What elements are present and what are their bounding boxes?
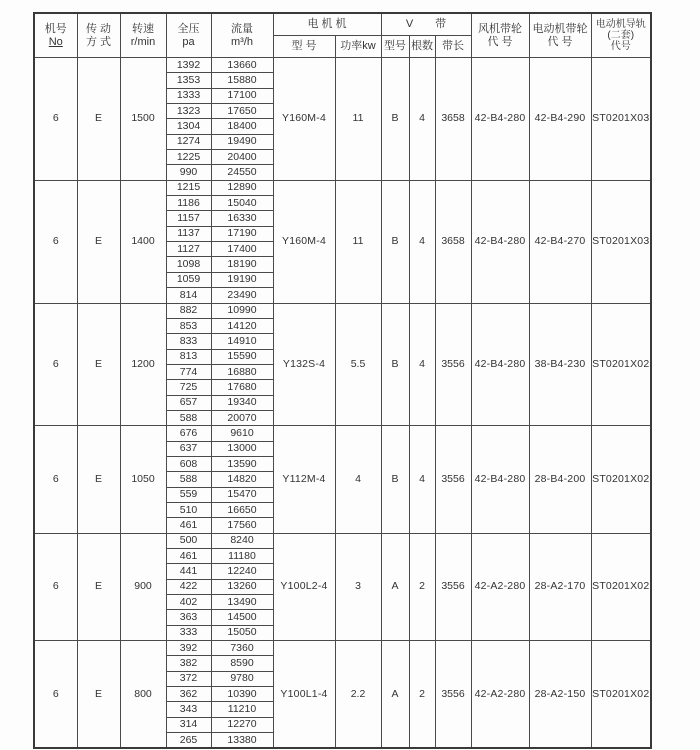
cell-motor-model: Y132S-4 (273, 303, 335, 426)
cell-rail-code: ST0201X02 (591, 303, 651, 426)
cell-pressure: 372 (166, 671, 211, 686)
cell-pressure: 725 (166, 380, 211, 395)
cell-pressure: 1392 (166, 58, 211, 73)
cell-pressure: 833 (166, 334, 211, 349)
cell-drive-mode: E (77, 58, 120, 181)
header-fan-pulley-line2: 代 号 (487, 35, 513, 48)
cell-pressure: 392 (166, 641, 211, 656)
cell-pressure: 1353 (166, 73, 211, 88)
cell-pressure: 510 (166, 502, 211, 517)
table-row (34, 641, 651, 656)
cell-pressure: 588 (166, 472, 211, 487)
cell-rail-code: ST0201X02 (591, 533, 651, 640)
header-motor-power: 功率kw (335, 36, 381, 58)
cell-motor-pulley-code: 28-A2-170 (529, 533, 591, 640)
cell-pressure: 402 (166, 595, 211, 610)
cell-pressure: 882 (166, 303, 211, 318)
cell-motor-pulley-code: 42-B4-290 (529, 58, 591, 181)
cell-flow: 10390 (211, 687, 273, 702)
cell-motor-model: Y100L1-4 (273, 641, 335, 749)
cell-pressure: 314 (166, 717, 211, 732)
header-speed-line2: r/min (130, 35, 156, 48)
cell-flow: 17680 (211, 380, 273, 395)
cell-belt-length: 3556 (435, 426, 471, 533)
cell-motor-pulley-code: 38-B4-230 (529, 303, 591, 426)
cell-pressure: 362 (166, 687, 211, 702)
header-speed-line1: 转速 (132, 22, 154, 35)
cell-belt-type: B (381, 303, 409, 426)
cell-machine-no: 6 (34, 303, 77, 426)
cell-flow: 17400 (211, 242, 273, 257)
cell-motor-power: 5.5 (335, 303, 381, 426)
cell-machine-no: 6 (34, 58, 77, 181)
cell-pressure: 1225 (166, 150, 211, 165)
header-drive-line2: 方 式 (85, 35, 112, 48)
cell-flow: 20070 (211, 410, 273, 425)
header-fan-pulley-line1: 风机带轮 (478, 22, 522, 35)
table-row (34, 426, 651, 441)
cell-pressure: 608 (166, 456, 211, 471)
cell-belt-length: 3556 (435, 533, 471, 640)
cell-pressure: 1274 (166, 134, 211, 149)
cell-pressure: 343 (166, 702, 211, 717)
cell-flow: 8240 (211, 533, 273, 548)
cell-fan-pulley-code: 42-A2-280 (471, 641, 529, 749)
cell-speed: 800 (120, 641, 166, 749)
cell-machine-no: 6 (34, 426, 77, 533)
cell-flow: 12270 (211, 717, 273, 732)
table-body (34, 58, 651, 749)
cell-motor-model: Y160M-4 (273, 58, 335, 181)
cell-flow: 19190 (211, 272, 273, 287)
cell-pressure: 422 (166, 579, 211, 594)
cell-pressure: 774 (166, 364, 211, 379)
cell-drive-mode: E (77, 180, 120, 303)
cell-pressure: 588 (166, 410, 211, 425)
cell-pressure: 853 (166, 318, 211, 333)
cell-belt-type: B (381, 180, 409, 303)
header-pressure-line2: pa (182, 35, 195, 48)
cell-motor-power: 11 (335, 58, 381, 181)
cell-motor-model: Y112M-4 (273, 426, 335, 533)
cell-pressure: 657 (166, 395, 211, 410)
cell-flow: 11210 (211, 702, 273, 717)
cell-pressure: 382 (166, 656, 211, 671)
header-motor-rail-line1: 电动机导轨 (595, 19, 646, 30)
header-drive-mode (77, 13, 120, 58)
cell-rail-code: ST0201X03 (591, 180, 651, 303)
cell-pressure: 1333 (166, 88, 211, 103)
table-header (34, 13, 651, 58)
header-fan-pulley (471, 13, 529, 58)
cell-flow: 15050 (211, 625, 273, 640)
cell-flow: 15880 (211, 73, 273, 88)
cell-motor-power: 2.2 (335, 641, 381, 749)
cell-machine-no: 6 (34, 180, 77, 303)
cell-machine-no: 6 (34, 533, 77, 640)
cell-pressure: 1304 (166, 119, 211, 134)
cell-flow: 14500 (211, 610, 273, 625)
cell-flow: 14820 (211, 472, 273, 487)
cell-pressure: 637 (166, 441, 211, 456)
cell-pressure: 1157 (166, 211, 211, 226)
header-motor-rail-line2: (二套) (607, 30, 635, 41)
header-motor-rail (591, 13, 651, 58)
cell-motor-pulley-code: 28-A2-150 (529, 641, 591, 749)
cell-pressure: 1323 (166, 104, 211, 119)
cell-drive-mode: E (77, 533, 120, 640)
cell-pressure: 441 (166, 564, 211, 579)
cell-rail-code: ST0201X03 (591, 58, 651, 181)
cell-flow: 15470 (211, 487, 273, 502)
cell-flow: 8590 (211, 656, 273, 671)
cell-flow: 7360 (211, 641, 273, 656)
cell-flow: 19340 (211, 395, 273, 410)
cell-belt-count: 2 (409, 533, 435, 640)
cell-flow: 13000 (211, 441, 273, 456)
cell-pressure: 461 (166, 518, 211, 533)
cell-flow: 17650 (211, 104, 273, 119)
cell-flow: 12240 (211, 564, 273, 579)
header-pressure-line1: 全压 (177, 22, 200, 35)
header-vbelt-group: V 带 (381, 13, 471, 36)
cell-speed: 1200 (120, 303, 166, 426)
cell-fan-pulley-code: 42-A2-280 (471, 533, 529, 640)
cell-motor-pulley-code: 42-B4-270 (529, 180, 591, 303)
cell-belt-type: A (381, 641, 409, 749)
cell-motor-power: 4 (335, 426, 381, 533)
cell-pressure: 676 (166, 426, 211, 441)
cell-speed: 1400 (120, 180, 166, 303)
cell-motor-power: 11 (335, 180, 381, 303)
header-motor-rail-line3: 代号 (610, 41, 631, 52)
cell-flow: 13590 (211, 456, 273, 471)
cell-belt-count: 4 (409, 58, 435, 181)
cell-flow: 12890 (211, 180, 273, 195)
cell-belt-type: B (381, 426, 409, 533)
cell-drive-mode: E (77, 426, 120, 533)
cell-pressure: 1215 (166, 180, 211, 195)
cell-pressure: 1098 (166, 257, 211, 272)
table-row (34, 303, 651, 318)
cell-rail-code: ST0201X02 (591, 641, 651, 749)
cell-belt-length: 3556 (435, 303, 471, 426)
cell-flow: 13660 (211, 58, 273, 73)
cell-pressure: 814 (166, 288, 211, 303)
cell-pressure: 363 (166, 610, 211, 625)
cell-pressure: 461 (166, 549, 211, 564)
cell-speed: 900 (120, 533, 166, 640)
cell-flow: 14120 (211, 318, 273, 333)
cell-belt-count: 4 (409, 303, 435, 426)
cell-belt-length: 3658 (435, 58, 471, 181)
cell-belt-count: 2 (409, 641, 435, 749)
cell-drive-mode: E (77, 303, 120, 426)
cell-fan-pulley-code: 42-B4-280 (471, 58, 529, 181)
cell-belt-count: 4 (409, 426, 435, 533)
cell-flow: 18400 (211, 119, 273, 134)
cell-pressure: 1127 (166, 242, 211, 257)
cell-speed: 1500 (120, 58, 166, 181)
cell-flow: 13490 (211, 595, 273, 610)
cell-flow: 19490 (211, 134, 273, 149)
header-motor-pulley (529, 13, 591, 58)
cell-fan-pulley-code: 42-B4-280 (471, 426, 529, 533)
header-motor-model: 型 号 (273, 36, 335, 58)
header-belt-type: 型号 (381, 36, 409, 58)
cell-flow: 15040 (211, 196, 273, 211)
header-drive-line1: 传 动 (85, 22, 112, 35)
cell-belt-type: B (381, 58, 409, 181)
cell-flow: 24550 (211, 165, 273, 180)
cell-flow: 13260 (211, 579, 273, 594)
header-belt-count: 根数 (409, 36, 435, 58)
table-row (34, 533, 651, 548)
cell-flow: 17560 (211, 518, 273, 533)
header-motor-group: 电 机 机 (273, 13, 381, 36)
cell-flow: 20400 (211, 150, 273, 165)
cell-drive-mode: E (77, 641, 120, 749)
header-flow (211, 13, 273, 58)
cell-belt-length: 3556 (435, 641, 471, 749)
cell-speed: 1050 (120, 426, 166, 533)
cell-pressure: 333 (166, 625, 211, 640)
cell-flow: 17100 (211, 88, 273, 103)
table-row (34, 180, 651, 195)
header-speed (120, 13, 166, 58)
cell-motor-pulley-code: 28-B4-200 (529, 426, 591, 533)
cell-pressure: 265 (166, 733, 211, 749)
cell-flow: 16650 (211, 502, 273, 517)
cell-fan-pulley-code: 42-B4-280 (471, 303, 529, 426)
cell-machine-no: 6 (34, 641, 77, 749)
cell-belt-length: 3658 (435, 180, 471, 303)
cell-flow: 23490 (211, 288, 273, 303)
cell-pressure: 500 (166, 533, 211, 548)
header-machine-no-line1: 机号 (44, 22, 67, 35)
table-row (34, 58, 651, 73)
cell-flow: 10990 (211, 303, 273, 318)
header-motor-pulley-line1: 电动机带轮 (532, 22, 588, 35)
header-flow-line1: 流量 (231, 22, 253, 35)
cell-flow: 17190 (211, 226, 273, 241)
cell-pressure: 1059 (166, 272, 211, 287)
cell-flow: 18190 (211, 257, 273, 272)
cell-flow: 9610 (211, 426, 273, 441)
cell-belt-type: A (381, 533, 409, 640)
header-pressure (166, 13, 211, 58)
cell-pressure: 990 (166, 165, 211, 180)
cell-pressure: 1186 (166, 196, 211, 211)
cell-motor-model: Y100L2-4 (273, 533, 335, 640)
cell-flow: 11180 (211, 549, 273, 564)
cell-pressure: 1137 (166, 226, 211, 241)
cell-flow: 15590 (211, 349, 273, 364)
cell-pressure: 559 (166, 487, 211, 502)
cell-flow: 14910 (211, 334, 273, 349)
cell-pressure: 813 (166, 349, 211, 364)
cell-belt-count: 4 (409, 180, 435, 303)
cell-flow: 16880 (211, 364, 273, 379)
fan-spec-table (33, 12, 652, 749)
header-belt-length: 带长 (435, 36, 471, 58)
cell-flow: 16330 (211, 211, 273, 226)
cell-fan-pulley-code: 42-B4-280 (471, 180, 529, 303)
cell-rail-code: ST0201X02 (591, 426, 651, 533)
cell-motor-model: Y160M-4 (273, 180, 335, 303)
header-motor-pulley-line2: 代 号 (547, 35, 573, 48)
cell-motor-power: 3 (335, 533, 381, 640)
header-machine-no (34, 13, 77, 58)
cell-flow: 13380 (211, 733, 273, 749)
header-flow-line2: m³/h (231, 35, 253, 48)
cell-flow: 9780 (211, 671, 273, 686)
header-machine-no-line2: No (48, 35, 63, 48)
